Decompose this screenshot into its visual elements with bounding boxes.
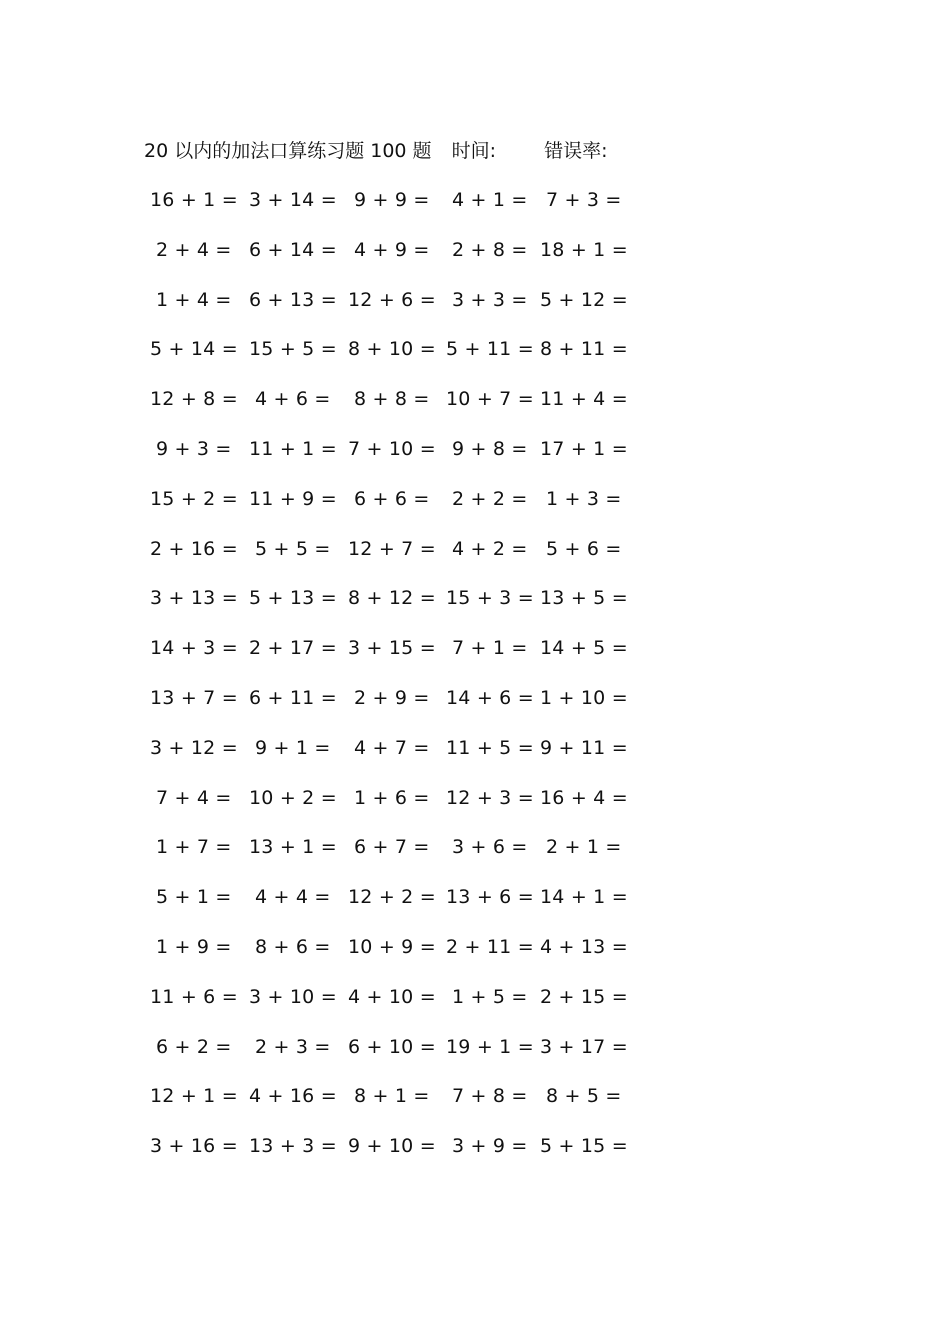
problem-row: [0, 733, 950, 763]
problem-item: 9 + 1 =: [255, 736, 331, 759]
problem-item: 4 + 16 =: [249, 1085, 337, 1108]
problem-item: 9 + 11 =: [540, 736, 628, 759]
problem-item: 13 + 3 =: [249, 1135, 337, 1158]
problem-row: [0, 235, 950, 265]
problem-item: 4 + 4 =: [255, 886, 331, 909]
problem-item: 8 + 5 =: [546, 1085, 622, 1108]
problem-item: 4 + 6 =: [255, 388, 331, 411]
problem-row: [0, 534, 950, 564]
problem-item: 11 + 5 =: [446, 736, 534, 759]
problem-item: 12 + 8 =: [150, 388, 238, 411]
problem-item: 3 + 10 =: [249, 985, 337, 1008]
problem-row: [0, 633, 950, 663]
problem-item: 2 + 4 =: [156, 238, 232, 261]
problem-item: 8 + 12 =: [348, 587, 436, 610]
problem-item: 11 + 1 =: [249, 438, 337, 460]
problem-row: [0, 185, 950, 215]
problem-item: 12 + 2 =: [348, 886, 436, 909]
problem-item: 6 + 10 =: [348, 1035, 436, 1058]
problem-item: 7 + 3 =: [546, 189, 622, 211]
problem-item: 10 + 2 =: [249, 786, 337, 809]
problem-item: 5 + 14 =: [150, 338, 238, 361]
problem-item: 12 + 7 =: [348, 537, 436, 560]
time-label: 时间:: [451, 140, 497, 162]
problem-item: 11 + 4 =: [540, 388, 628, 411]
problem-item: 19 + 1 =: [446, 1035, 534, 1058]
problem-item: 5 + 11 =: [446, 338, 534, 361]
problem-item: 6 + 13 =: [249, 288, 337, 311]
problem-item: 12 + 3 =: [446, 786, 534, 809]
problem-item: 2 + 9 =: [354, 687, 430, 709]
problem-item: 7 + 1 =: [452, 637, 528, 660]
problem-item: 5 + 1 =: [156, 886, 232, 909]
problem-item: 4 + 13 =: [540, 936, 628, 958]
problem-item: 15 + 2 =: [150, 487, 238, 510]
problem-item: 1 + 7 =: [156, 836, 232, 859]
problem-item: 14 + 6 =: [446, 687, 534, 709]
problem-row: [0, 384, 950, 414]
problem-item: 13 + 6 =: [446, 886, 534, 909]
problem-item: 9 + 10 =: [348, 1135, 436, 1158]
problem-item: 13 + 7 =: [150, 687, 238, 709]
problem-row: [0, 832, 950, 862]
problem-item: 9 + 3 =: [156, 438, 232, 460]
problem-item: 8 + 8 =: [354, 388, 430, 411]
problem-row: [0, 683, 950, 713]
problem-item: 1 + 4 =: [156, 288, 232, 311]
problem-item: 18 + 1 =: [540, 238, 628, 261]
problem-item: 3 + 3 =: [452, 288, 528, 311]
problem-item: 15 + 3 =: [446, 587, 534, 610]
problem-row: [0, 583, 950, 613]
problem-item: 3 + 6 =: [452, 836, 528, 859]
problem-item: 3 + 16 =: [150, 1135, 238, 1158]
problem-item: 3 + 9 =: [452, 1135, 528, 1158]
problem-item: 15 + 5 =: [249, 338, 337, 361]
problem-item: 2 + 3 =: [255, 1035, 331, 1058]
problem-item: 14 + 3 =: [150, 637, 238, 660]
problem-item: 2 + 15 =: [540, 985, 628, 1008]
problem-item: 6 + 14 =: [249, 238, 337, 261]
problem-item: 4 + 2 =: [452, 537, 528, 560]
problem-item: 4 + 1 =: [452, 189, 528, 211]
problem-item: 6 + 2 =: [156, 1035, 232, 1058]
problem-item: 11 + 9 =: [249, 487, 337, 510]
problem-item: 14 + 5 =: [540, 637, 628, 660]
problem-item: 7 + 4 =: [156, 786, 232, 809]
problem-item: 3 + 12 =: [150, 736, 238, 759]
problem-item: 7 + 10 =: [348, 438, 436, 460]
problem-row: [0, 982, 950, 1012]
error-rate-label: 错误率:: [544, 140, 608, 162]
problem-row: [0, 783, 950, 813]
problem-item: 2 + 11 =: [446, 936, 534, 958]
problem-row: [0, 1131, 950, 1161]
problem-row: [0, 285, 950, 315]
problem-row: [0, 1081, 950, 1111]
problem-item: 5 + 6 =: [546, 537, 622, 560]
problem-item: 16 + 1 =: [150, 189, 238, 211]
problem-item: 4 + 9 =: [354, 238, 430, 261]
problem-item: 2 + 17 =: [249, 637, 337, 660]
problem-item: 13 + 1 =: [249, 836, 337, 859]
problem-item: 1 + 3 =: [546, 487, 622, 510]
problem-item: 8 + 1 =: [354, 1085, 430, 1108]
problem-item: 10 + 7 =: [446, 388, 534, 411]
problem-item: 5 + 13 =: [249, 587, 337, 610]
problem-item: 6 + 11 =: [249, 687, 337, 709]
problem-item: 5 + 5 =: [255, 537, 331, 560]
problem-item: 1 + 6 =: [354, 786, 430, 809]
problem-item: 1 + 9 =: [156, 936, 232, 958]
problem-item: 1 + 10 =: [540, 687, 628, 709]
problem-item: 1 + 5 =: [452, 985, 528, 1008]
problem-item: 9 + 8 =: [452, 438, 528, 460]
problem-item: 3 + 13 =: [150, 587, 238, 610]
problem-item: 8 + 11 =: [540, 338, 628, 361]
problem-item: 3 + 14 =: [249, 189, 337, 211]
problem-row: [0, 484, 950, 514]
problem-row: [0, 932, 950, 962]
problem-item: 6 + 6 =: [354, 487, 430, 510]
problem-item: 2 + 1 =: [546, 836, 622, 859]
problem-row: [0, 334, 950, 364]
problem-item: 6 + 7 =: [354, 836, 430, 859]
problem-item: 4 + 10 =: [348, 985, 436, 1008]
problem-item: 7 + 8 =: [452, 1085, 528, 1108]
problem-item: 11 + 6 =: [150, 985, 238, 1008]
problem-row: [0, 434, 950, 464]
problem-item: 17 + 1 =: [540, 438, 628, 460]
problem-item: 2 + 16 =: [150, 537, 238, 560]
problem-item: 8 + 10 =: [348, 338, 436, 361]
problem-row: [0, 1032, 950, 1062]
problem-item: 12 + 1 =: [150, 1085, 238, 1108]
problem-item: 2 + 8 =: [452, 238, 528, 261]
problem-item: 3 + 17 =: [540, 1035, 628, 1058]
problem-item: 3 + 15 =: [348, 637, 436, 660]
problem-item: 16 + 4 =: [540, 786, 628, 809]
problem-item: 8 + 6 =: [255, 936, 331, 958]
worksheet-title: 20 以内的加法口算练习题 100 题: [144, 140, 432, 162]
problem-item: 12 + 6 =: [348, 288, 436, 311]
problem-item: 9 + 9 =: [354, 189, 430, 211]
problem-item: 13 + 5 =: [540, 587, 628, 610]
problem-row: [0, 882, 950, 912]
problem-item: 5 + 15 =: [540, 1135, 628, 1158]
problem-item: 10 + 9 =: [348, 936, 436, 958]
problem-item: 5 + 12 =: [540, 288, 628, 311]
problem-item: 14 + 1 =: [540, 886, 628, 909]
problem-item: 4 + 7 =: [354, 736, 430, 759]
problem-item: 2 + 2 =: [452, 487, 528, 510]
